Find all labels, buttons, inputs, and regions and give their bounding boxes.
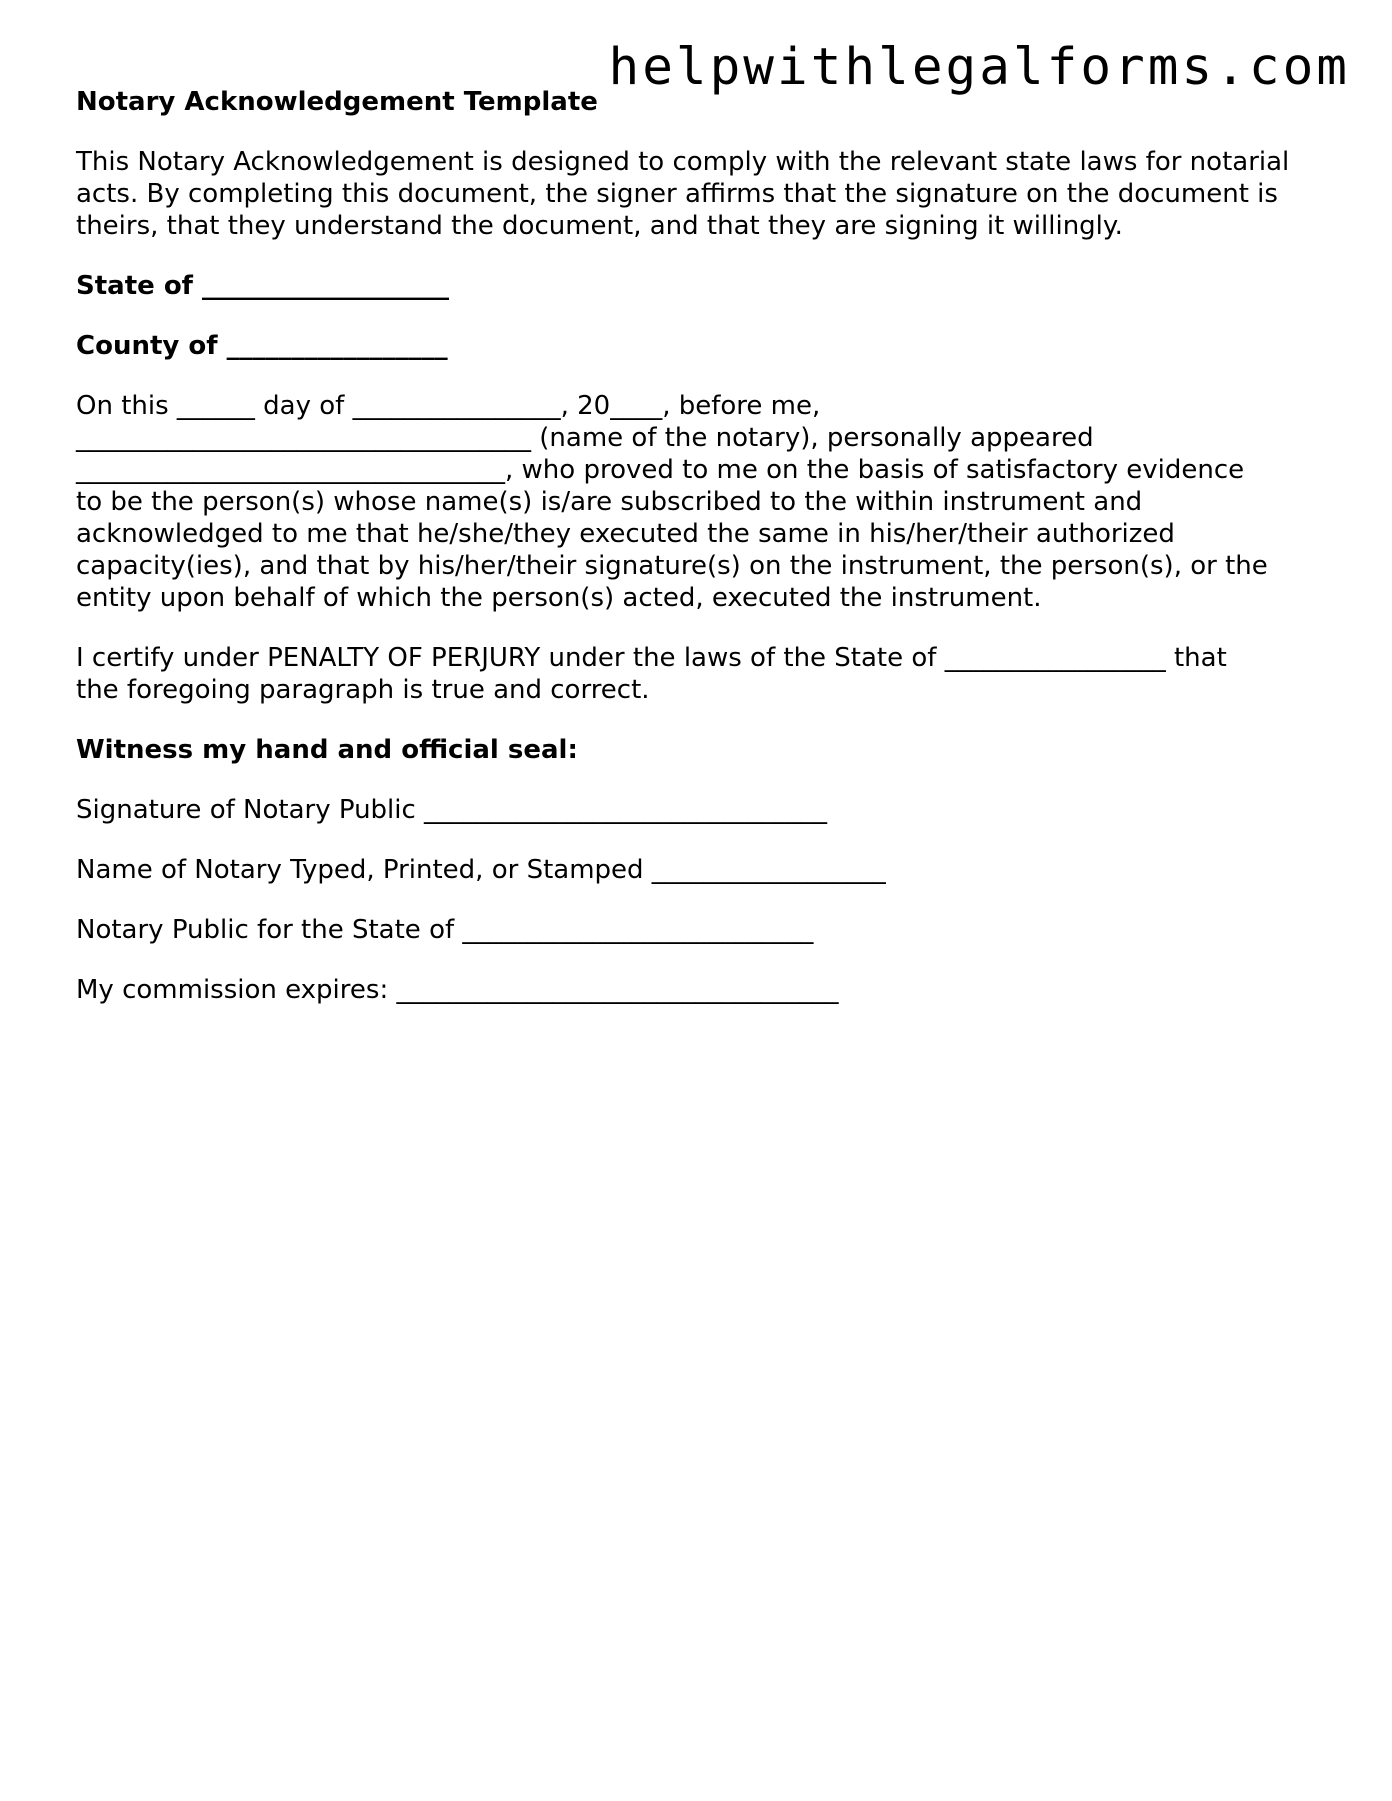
certify-line: I certify under PENALTY OF PERJURY under the laws of the State of _________________ that — [76, 643, 1227, 673]
certify-line: the foregoing paragraph is true and correct. — [76, 675, 650, 705]
ack-line: acknowledged to me that he/she/they executed the same in his/her/their authorized — [76, 519, 1175, 549]
commission-expiry-field: My commission expires: __________________________________ — [76, 975, 839, 1005]
certification-paragraph — [76, 642, 1326, 706]
notary-document — [76, 86, 1326, 1034]
site-watermark: helpwithlegalforms.com — [608, 38, 1350, 97]
intro-paragraph: This Notary Acknowledgement is designed to comply with the relevant state laws for notarial acts. By completing this document, the signer affirms that the signature on the document is theirs, that they understand the document, and that they are signing it willingly. — [76, 147, 1290, 241]
ack-line: capacity(ies), and that by his/her/their signature(s) on the instrument, the person(s), or the — [76, 551, 1268, 581]
notary-name-field: Name of Notary Typed, Printed, or Stamped __________________ — [76, 855, 886, 885]
document-title: Notary Acknowledgement Template — [76, 87, 598, 117]
county-field: County of _________________ — [76, 331, 448, 361]
witness-heading: Witness my hand and official seal: — [76, 735, 578, 765]
ack-line: to be the person(s) whose name(s) is/are subscribed to the within instrument and — [76, 487, 1143, 517]
ack-line: entity upon behalf of which the person(s) acted, executed the instrument. — [76, 583, 1042, 613]
state-field: State of ___________________ — [76, 271, 450, 301]
notary-state-field: Notary Public for the State of ___________________________ — [76, 915, 814, 945]
ack-line: ___________________________________ (name of the notary), personally appeared — [76, 423, 1094, 453]
notary-signature-field: Signature of Notary Public _______________________________ — [76, 795, 828, 825]
ack-line: On this ______ day of ________________, 20____, before me, — [76, 391, 821, 421]
ack-line: _________________________________, who proved to me on the basis of satisfactory evidence — [76, 455, 1245, 485]
acknowledgement-paragraph — [76, 390, 1326, 614]
